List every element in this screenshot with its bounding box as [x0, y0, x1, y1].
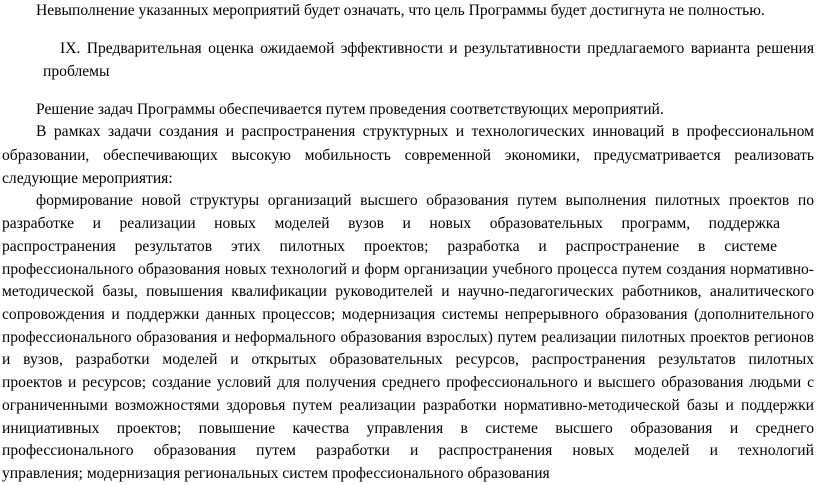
paragraph-2-line-3: следующие мероприятия: — [2, 169, 173, 187]
intro-sentence: Невыполнение указанных мероприятий будет означать, что цель Программы будет достигнута не полностью. — [36, 2, 765, 19]
paragraph-2-line-2: образовании, обеспечивающих высокую мобильность современной экономики, предусматривается реализовать — [2, 146, 814, 164]
paragraph-3-line-7: профессионального образования и неформального образования взрослых) путем реализации пилотных проектов регионов — [2, 328, 814, 346]
paragraph-2-line-1: В рамках задачи создания и распространения структурных и технологических инноваций в профессиональном — [36, 123, 814, 141]
paragraph-3-line-5: методической базы, повышения квалификации руководителей и научно-педагогических работников, аналитического — [2, 283, 814, 301]
paragraph-3-line-9: проектов и ресурсов; создание условий для получения среднего профессионального и высшего образования людьми с — [2, 374, 814, 392]
paragraph-3-line-1: формирование новой структуры организаций высшего образования путем выполнения пилотных проектов по — [36, 192, 814, 210]
paragraph-3-line-3: распространения результатов этих пилотных проектов; разработка и распространение в системе — [2, 237, 777, 255]
paragraph-3-line-10: ограниченными возможностями здоровья путем реализации разработки нормативно-методической базы и поддержки — [2, 396, 814, 414]
section-heading-line-1: IX. Предварительная оценка ожидаемой эффективности и результативности предлагаемого варианта решения — [60, 39, 814, 57]
paragraph-3-line-11: инициативных проектов; повышение качества управления в системе высшего образования и среднего — [2, 419, 814, 437]
paragraph-3-line-13: управления; модернизация региональных систем профессионального образования — [2, 465, 550, 482]
paragraph-3-line-12: профессионального образования путем разработки и распространения новых моделей и технологий — [2, 442, 814, 460]
paragraph-3-line-6: сопровождения и поддержки данных процессов; модернизация системы непрерывного образования (дополнительного — [2, 305, 814, 323]
paragraph-3-line-2: разработке и реализации новых моделей вузов и новых образовательных программ, поддержка — [2, 215, 780, 232]
paragraph-1: Решение задач Программы обеспечивается путем проведения соответствующих мероприятий. — [36, 100, 664, 118]
paragraph-3-line-8: и вузов, разработки моделей и открытых образовательных ресурсов, распространения результатов пилотных — [2, 351, 814, 369]
section-heading-line-2: проблемы — [43, 62, 110, 80]
paragraph-3-line-4: профессионального образования новых технологий и форм организации учебного процесса путем создания нормативно- — [2, 260, 814, 278]
